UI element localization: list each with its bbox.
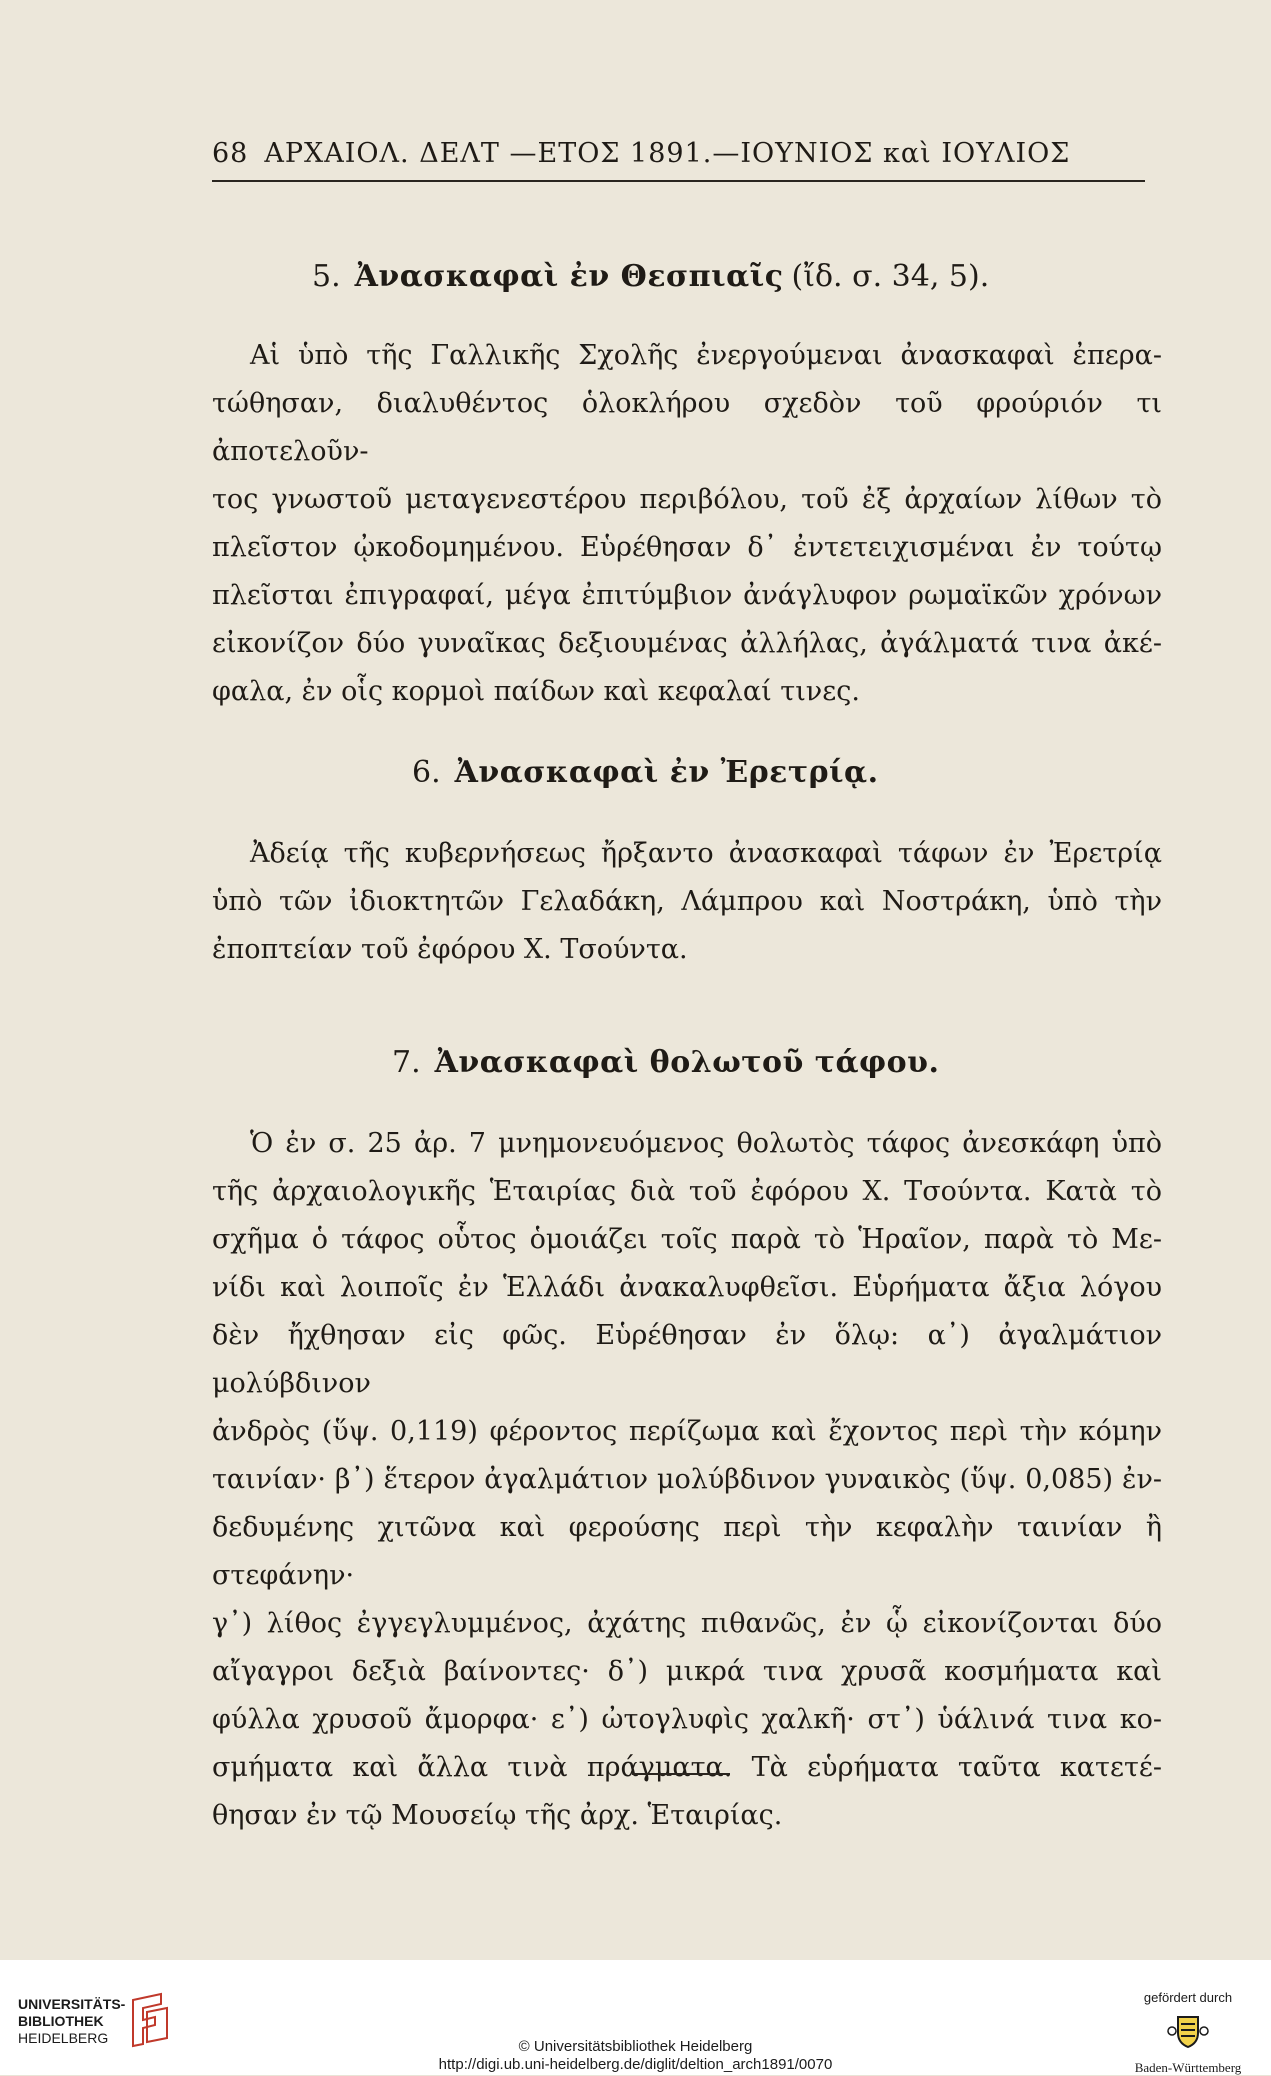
- text-line: πλεῖσται ἐπιγραφαί, μέγα ἐπιτύμβιον ἀνάγλυφον ρωμαϊκῶν χρόνων: [212, 580, 1162, 611]
- running-head: [212, 138, 1142, 169]
- text-line: φύλλα χρυσοῦ ἄμορφα· ε᾿) ὠτογλυφὶς χαλκῆ· στ᾿) ὑάλινά τινα κο-: [212, 1704, 1162, 1735]
- funder-label: gefördert durch: [1143, 1990, 1233, 2005]
- library-logo-line: UNIVERSITÄTS-: [18, 1996, 126, 2012]
- text-line: θησαν ἐν τῷ Μουσείῳ τῆς ἀρχ. Ἑταιρίας.: [212, 1800, 783, 1831]
- copyright-text: © Universitätsbibliothek Heidelberg: [518, 2038, 753, 2055]
- section-number: 7.: [392, 1045, 421, 1080]
- funder-block: [1118, 1990, 1258, 2076]
- section-title: Ἀνασκαφαὶ ἐν Ἐρετρίᾳ.: [454, 755, 879, 790]
- text-line: αἴγαγροι δεξιὰ βαίνοντες· δ᾿) μικρά τινα χρυσᾶ κοσμήματα καὶ: [212, 1656, 1162, 1687]
- text-line: Ἀδείᾳ τῆς κυβερνήσεως ἤρξαντο ἀνασκαφαὶ τάφων ἐν Ἐρετρίᾳ: [250, 838, 1162, 869]
- section-5: [212, 259, 1162, 716]
- text-line: νίδι καὶ λοιποῖς ἐν Ἑλλάδι ἀνακαλυφθεῖσι. Εὑρήματα ἄξια λόγου: [212, 1272, 1162, 1303]
- section-number: 5.: [312, 259, 341, 294]
- section-6-heading: [212, 755, 1162, 790]
- text-line: δεδυμένης χιτῶνα καὶ φερούσης περὶ τὴν κεφαλὴν ταινίαν ἢ στεφάνην·: [212, 1512, 1162, 1591]
- page-number: 68: [212, 138, 249, 169]
- section-6-paragraph: [212, 830, 1162, 974]
- funder-name: Baden-Württemberg: [1134, 2060, 1242, 2075]
- text-line: πλεῖστον ᾠκοδομημένου. Εὑρέθησαν δ᾿ ἐντετειχισμέναι ἐν τούτῳ: [212, 532, 1162, 563]
- section-title: Ἀνασκαφαὶ ἐν Θεσπιαῖς: [354, 259, 784, 294]
- text-line: Ὁ ἐν σ. 25 ἀρ. 7 μνημονευόμενος θολωτὸς τάφος ἀνεσκάφη ὑπὸ: [250, 1128, 1162, 1159]
- text-line: ὑπὸ τῶν ἰδιοκτητῶν Γελαδάκη, Λάμπρου καὶ Νοστράκη, ὑπὸ τὴν: [212, 886, 1162, 917]
- text-line: εἰκονίζον δύο γυναῖκας δεξιουμένας ἀλλήλας, ἀγάλματά τινα ἀκέ-: [212, 628, 1162, 659]
- section-5-paragraph: [212, 332, 1162, 716]
- text-line: σμήματα καὶ ἄλλα τινὰ πράγματα. Τὰ εὑρήματα ταῦτα κατετέ-: [212, 1752, 1162, 1783]
- text-line: φαλα, ἐν οἷς κορμοὶ παίδων καὶ κεφαλαί τινες.: [212, 676, 860, 707]
- state-coat-of-arms-icon: [1166, 2011, 1210, 2051]
- header-rule: [212, 180, 1145, 182]
- text-line: δὲν ἤχθησαν εἰς φῶς. Εὑρέθησαν ἐν ὅλῳ: α᾿) ἀγαλμάτιον μολύβδινον: [212, 1320, 1162, 1399]
- section-7: [212, 1045, 1162, 1840]
- running-head-text: ΑΡΧΑΙΟΛ. ΔΕΛΤ —ΕΤΟΣ 1891.—ΙΟΥΝΙΟΣ καὶ ΙΟΥΛΙΟΣ: [264, 138, 1071, 169]
- closing-rule: [632, 1773, 730, 1775]
- section-7-paragraph: [212, 1120, 1162, 1840]
- text-line: τος γνωστοῦ μεταγενεστέρου περιβόλου, τοῦ ἐξ ἀρχαίων λίθων τὸ: [212, 484, 1162, 515]
- text-line: ἐποπτείαν τοῦ ἐφόρου Χ. Τσούντα.: [212, 934, 688, 965]
- text-line: γ᾿) λίθος ἐγγεγλυμμένος, ἀχάτης πιθανῶς, ἐν ᾧ εἰκονίζονται δύο: [212, 1608, 1162, 1639]
- text-line: τώθησαν, διαλυθέντος ὁλοκλήρου σχεδὸν τοῦ φρούριόν τι ἀποτελοῦν-: [212, 388, 1162, 467]
- text-line: σχῆμα ὁ τάφος οὗτος ὁμοιάζει τοῖς παρὰ τὸ Ἡραῖον, παρὰ τὸ Με-: [212, 1224, 1162, 1255]
- text-line: ταινίαν· β᾿) ἕτερον ἀγαλμάτιον μολύβδινον γυναικὸς (ὕψ. 0,085) ἐν-: [212, 1464, 1162, 1495]
- section-reference: (ἴδ. σ. 34, 5).: [791, 259, 990, 294]
- copyright-block: [0, 2038, 1271, 2074]
- footer-bar: [0, 1960, 1271, 2075]
- library-logo-line: BIBLIOTHEK: [18, 2013, 104, 2029]
- section-number: 6.: [412, 755, 441, 790]
- section-title: Ἀνασκαφαὶ θολωτοῦ τάφου.: [434, 1045, 940, 1080]
- text-line: Αἱ ὑπὸ τῆς Γαλλικῆς Σχολῆς ἐνεργούμεναι ἀνασκαφαὶ ἐπερα-: [250, 340, 1162, 371]
- section-5-heading: [212, 259, 1162, 294]
- text-line: τῆς ἀρχαιολογικῆς Ἑταιρίας διὰ τοῦ ἐφόρου Χ. Τσούντα. Κατὰ τὸ: [212, 1176, 1162, 1207]
- library-logo-line: HEIDELBERG: [18, 2030, 109, 2046]
- text-line: ἀνδρὸς (ὕψ. 0,119) φέροντος περίζωμα καὶ ἔχοντος περὶ τὴν κόμην: [212, 1416, 1162, 1447]
- section-7-heading: [212, 1045, 1162, 1080]
- section-6: [212, 755, 1162, 974]
- source-url[interactable]: http://digi.ub.uni-heidelberg.de/diglit/deltion_arch1891/0070: [438, 2056, 833, 2073]
